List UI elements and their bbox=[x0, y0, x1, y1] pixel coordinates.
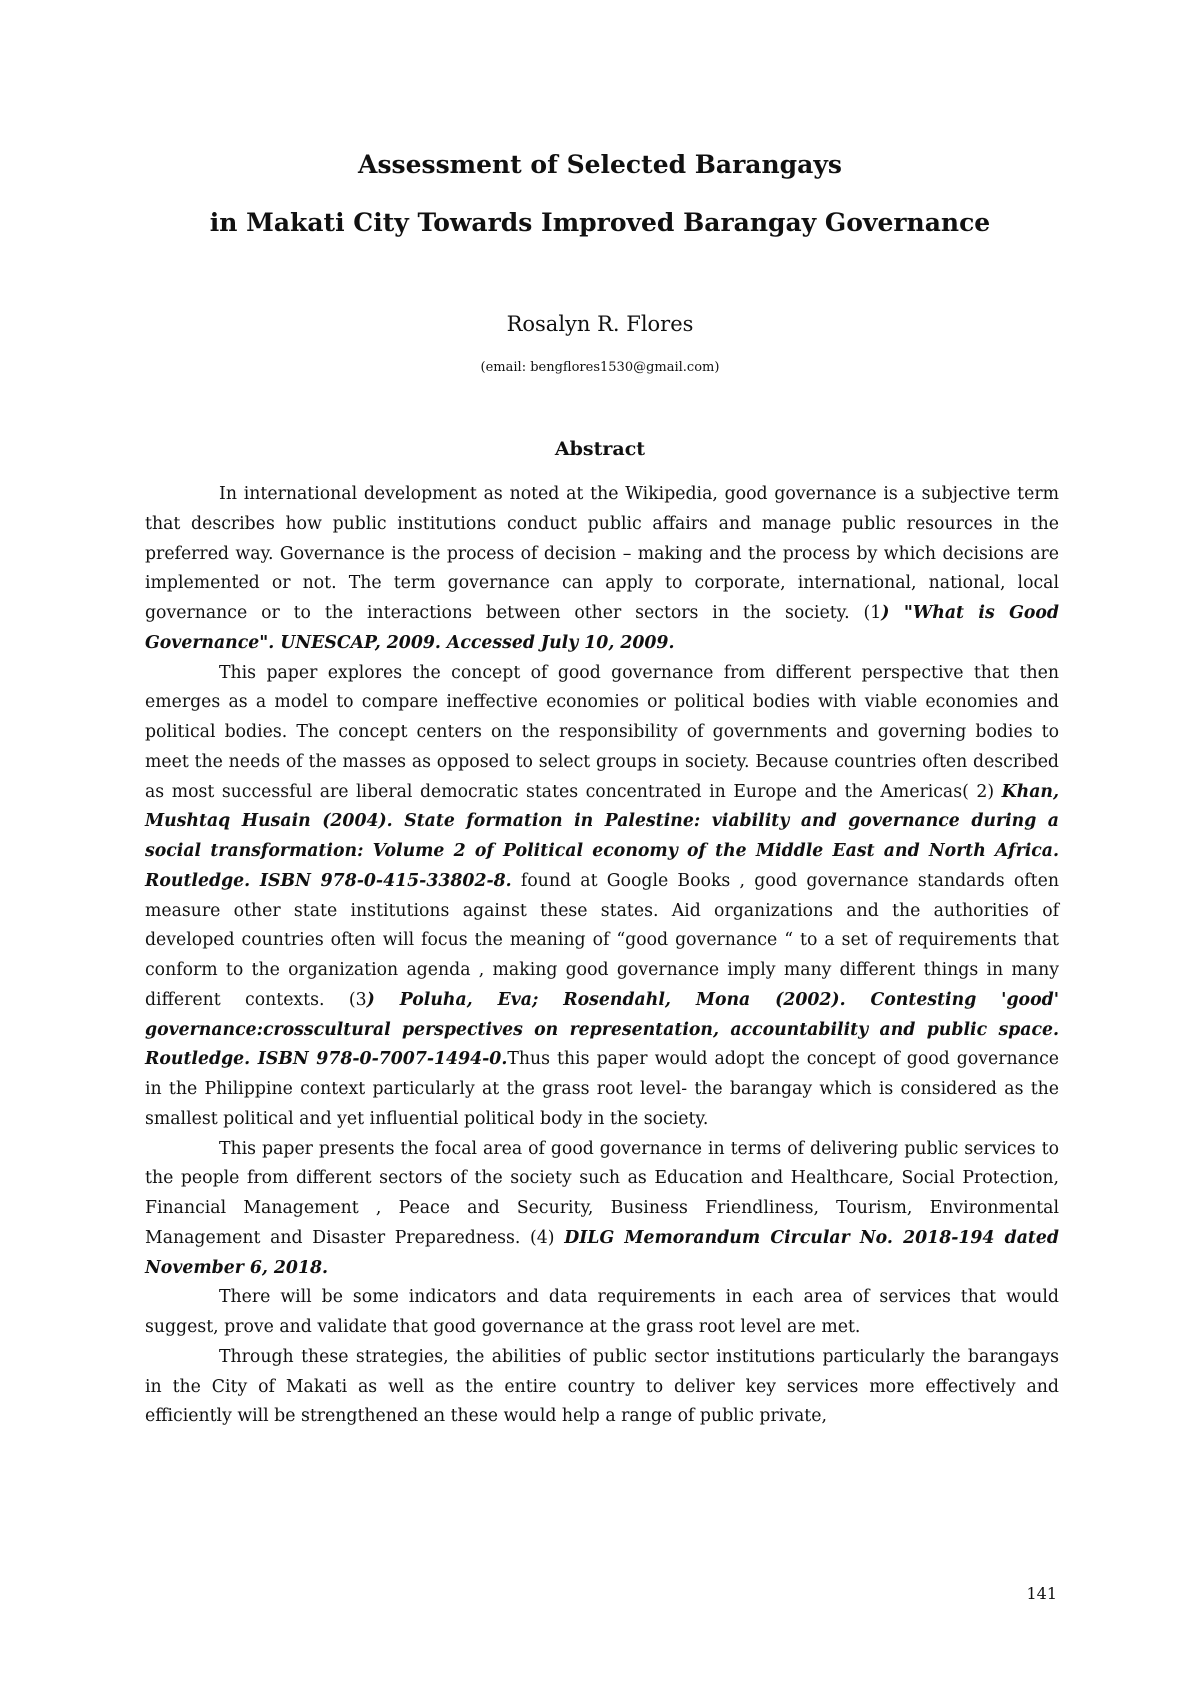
author-email: (email: bengflores1530@gmail.com) bbox=[480, 360, 720, 375]
paper-title-line-2: in Makati City Towards Improved Barangay Governance bbox=[209, 208, 991, 237]
abstract-paragraph-4: There will be some indicators and data requirements in each area of services that would suggest, prove and validate that good governance at the grass root level are met. bbox=[145, 1287, 1059, 1337]
citation-poluha: ) Poluha, Eva; Rosendahl, Mona (2002). Contesting 'good' governance:crosscultural perspectives on representation, accountability and public space. Routledge. ISBN 978-0-7007-1494-0. bbox=[145, 989, 1059, 1070]
paragraph-text: This paper presents the focal area of good governance in terms of delivering public services to the people from different sectors of the society such as Education and Healthcare, Social Protection, Financial Management , Peace and Security, Business Friendliness, Tourism, Environmental Management and Disaster Preparedness. (4) bbox=[145, 1138, 1059, 1248]
abstract-paragraph-2 bbox=[145, 659, 1059, 1135]
citation-unescap: ) "What is Good Governance". UNESCAP, 2009. Accessed July 10, 2009. bbox=[145, 603, 1059, 653]
paragraph-text: In international development as noted at the Wikipedia, good governance is a subjective term that describes how public institutions conduct public affairs and manage public resources in the preferred way. Governance is the process of decision – making and the process by which decisions are implemented or not. The term governance can apply to corporate, international, national, local governance or to the interactions between other sectors in the society. (1 bbox=[145, 484, 1059, 623]
author-name: Rosalyn R. Flores bbox=[506, 312, 694, 336]
paragraph-text: Thus this paper would adopt the concept of good governance in the Philippine context particularly at the grass root level- the barangay which is considered as the smallest political and yet influential political body in the society. bbox=[145, 1049, 1059, 1129]
citation-khan: Khan, Mushtaq Husain (2004). State formation in Palestine: viability and governance during a social transformation: Volume 2 of Political economy of the Middle East and North Africa. Routledge. ISBN 978-0-415-33802-8. bbox=[145, 781, 1059, 891]
abstract-paragraph-1 bbox=[145, 480, 1059, 659]
abstract-heading: Abstract bbox=[554, 438, 646, 460]
paragraph-text: found at Google Books , good governance standards often measure other state institutions against these states. Aid organizations and the authorities of developed countries often will focus the meaning of “good governance “ to a set of requirements that conform to the organization agenda , making good governance imply many different things in many different contexts. (3 bbox=[145, 870, 1059, 1010]
abstract-paragraph-3 bbox=[145, 1135, 1059, 1284]
citation-dilg: DILG Memorandum Circular No. 2018-194 dated November 6, 2018. bbox=[145, 1227, 1059, 1278]
paragraph-text: This paper explores the concept of good governance from different perspective that then emerges as a model to compare ineffective economies or political bodies with viable economies and political bodies. The concept centers on the responsibility of governments and governing bodies to meet the needs of the masses as opposed to select groups in society. Because countries often described as most successful are liberal democratic states concentrated in Europe and the Americas( 2) bbox=[145, 662, 1059, 802]
abstract-paragraph-5: Through these strategies, the abilities of public sector institutions particularly the barangays in the City of Makati as well as the entire country to deliver key services more effectively and efficiently will be strengthened an these would help a range of public private, bbox=[145, 1346, 1059, 1427]
abstract-body bbox=[145, 480, 1059, 1432]
page-number: 141 bbox=[1026, 1584, 1057, 1603]
paper-title-line-1: Assessment of Selected Barangays bbox=[358, 150, 842, 179]
